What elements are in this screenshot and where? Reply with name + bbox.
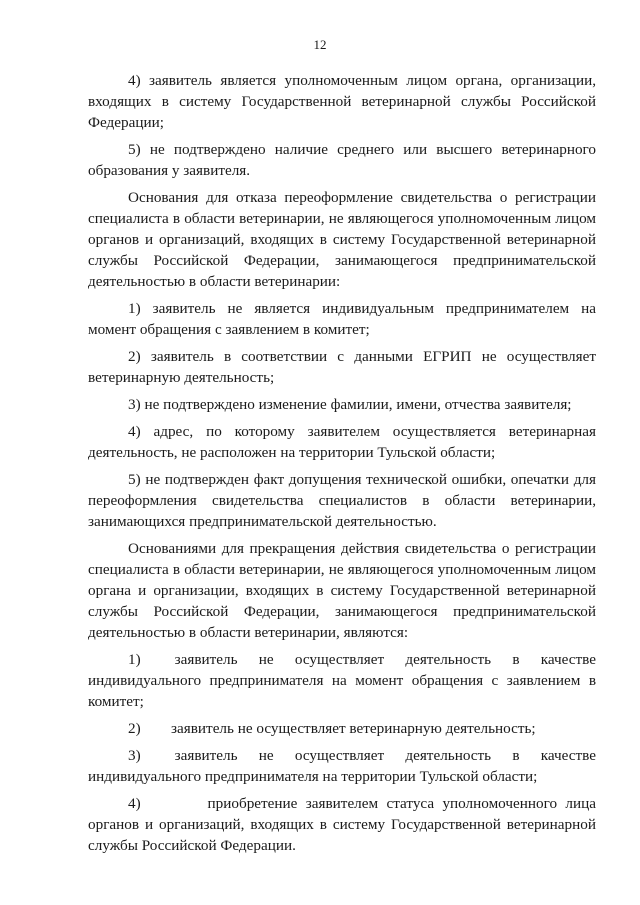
paragraph-refusal-item-2: 2) заявитель в соответствии с данными ЕГРИП не осуществляет ветеринарную деятельность;: [88, 348, 596, 386]
paragraph-termination-grounds-heading: Основаниями для прекращения действия свидетельства о регистрации специалиста в области ветеринарии, не являющегося уполномоченным лицом органа и организации, входящих в систему Государственной ветеринарной службы Российской Федерации, занимающегося предпринимательской деятельностью в области ветеринарии, являются:: [88, 540, 596, 641]
paragraph-refusal-item-5: 5) не подтвержден факт допущения технической ошибки, опечатки для переоформления свидетельства специалистов в области ветеринарии, занимающихся предпринимательской деятельностью.: [88, 471, 596, 530]
paragraph-refusal-item-1: 1) заявитель не является индивидуальным предпринимателем на момент обращения с заявлением в комитет;: [88, 300, 596, 338]
paragraph-item-4: 4) заявитель является уполномоченным лицом органа, организации, входящих в систему Государственной ветеринарной службы Российской Федерации;: [88, 72, 596, 131]
paragraph-termination-item-1: 1) заявитель не осуществляет деятельность в качестве индивидуального предпринимателя на момент обращения с заявлением в комитет;: [88, 651, 600, 710]
paragraph-termination-item-3: 3) заявитель не осуществляет деятельность в качестве индивидуального предпринимателя на территории Тульской области;: [88, 747, 600, 785]
document-body: [88, 70, 600, 862]
paragraph-refusal-item-4: 4) адрес, по которому заявителем осуществляется ветеринарная деятельность, не расположен на территории Тульской области;: [88, 423, 596, 461]
paragraph-refusal-grounds-heading: Основания для отказа переоформление свидетельства о регистрации специалиста в области ветеринарии, не являющегося уполномоченным лицом органов и организаций, входящих в систему Государственной ветеринарной службы Российской Федерации, занимающегося предпринимательской деятельностью в области ветеринарии:: [88, 189, 596, 290]
paragraph-termination-item-2: 2) заявитель не осуществляет ветеринарную деятельность;: [128, 720, 536, 737]
paragraph-termination-item-4: 4) приобретение заявителем статуса уполномоченного лица органов и организаций, входящих в систему Государственной ветеринарной службы Российской Федерации.: [88, 795, 600, 854]
paragraph-item-5: 5) не подтверждено наличие среднего или высшего ветеринарного образования у заявителя.: [88, 141, 596, 179]
paragraph-refusal-item-3: 3) не подтверждено изменение фамилии, имени, отчества заявителя;: [128, 396, 572, 413]
page-number: 12: [313, 37, 327, 52]
